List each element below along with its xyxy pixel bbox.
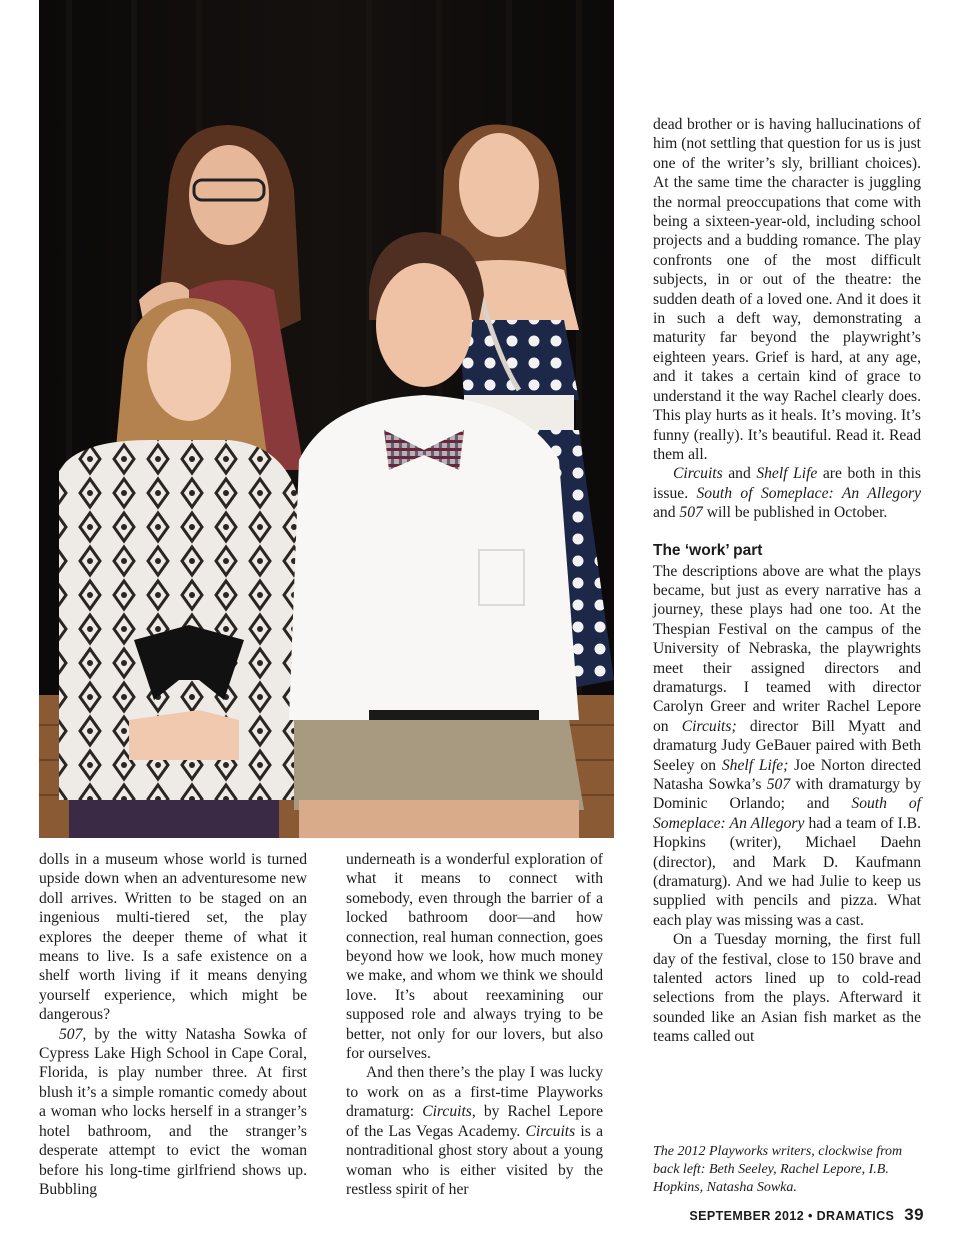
body-text: director Bill Myatt and dramaturg Judy GeBauer paired with Beth Seeley on xyxy=(653,717,921,774)
body-text: and xyxy=(722,465,757,483)
play-title: Circuits xyxy=(673,465,723,483)
page-number: 39 xyxy=(904,1205,924,1224)
body-text: had a team of I.B. Hopkins (writer), Michael Daehn (director), and Mark D. Kaufmann (dramaturg). And we had Julie to keep us supplied with pencils and pizza. What each play was missing was a cast. xyxy=(653,814,921,929)
play-title: Shelf Life xyxy=(756,465,818,483)
body-text: with dramaturgy by Dominic Orlando; and xyxy=(653,776,922,813)
group-photo xyxy=(39,0,614,838)
body-text: And then there’s the play I was lucky to work on as a first-time Playworks dramaturg: xyxy=(346,1064,603,1121)
play-title: 507, xyxy=(59,1025,87,1043)
body-paragraph: dead brother or is having hallucinations of him (not settling that question for us is just one of the writer’s sly, brilliant choices). At the same time the character is juggling the normal preoccupations that come with being a sixteen-year-old, including school projects and a budding romance. The play confronts one of the most difficult subjects, in or out of the theatre: the sudden death of a loved one. And it does it in such a deft way, demonstrating a maturity far beyond the playwright’s eighteen years. Grief is hard, at any age, and it takes a certain kind of grace to understand it the way Rachel clearly does. This play hurts as it heals. It’s moving. It’s funny (really). It’s beautiful. Read it. Read them all. xyxy=(653,116,921,463)
body-paragraph: dolls in a museum whose world is turned upside down when an adventuresome new doll arrives. Written to be staged on an ingenious multi-tiered set, the play explores the deeper theme of what it means to live. Is a safe existence on a shelf worth living if it means denying yourself experience, which might be dangerous? xyxy=(39,851,307,1024)
body-text: is a nontraditional ghost story about a young woman who is either visited by the restless spirit of her xyxy=(346,1122,603,1198)
play-title: South of Someplace: An Allegory xyxy=(653,795,921,832)
play-title: Circuits; xyxy=(681,717,737,735)
left-column xyxy=(39,850,307,1199)
group-photo-icon xyxy=(39,0,614,838)
body-paragraph: underneath is a wonderful exploration of what it means to connect with somebody, even through the barrier of a locked bathroom door—and how connection, real human connection, goes beyond how we look, how much money we make, and whom we think we should love. It’s about reexamining our supposed role and always trying to be better, not only for our lovers, but also for ourselves. xyxy=(346,851,603,1063)
body-paragraph: On a Tuesday morning, the first full day of the festival, close to 150 brave and talented actors lined up to cold-read selections from the plays. Afterward it sounded like an Asian fish market as the teams called out xyxy=(653,931,921,1046)
body-text: will be published in October. xyxy=(702,504,888,522)
body-paragraph xyxy=(346,1063,603,1199)
page-footer xyxy=(689,1205,924,1225)
play-title: 507 xyxy=(679,504,703,522)
right-column xyxy=(653,115,921,1047)
body-text: and xyxy=(653,504,680,522)
middle-column xyxy=(346,850,603,1199)
issue-label: SEPTEMBER 2012 • DRAMATICS xyxy=(689,1209,895,1223)
body-paragraph xyxy=(39,1025,307,1200)
play-title: South of Someplace: An Allegory xyxy=(696,484,921,502)
body-paragraph xyxy=(653,562,921,931)
body-text: The descriptions above are what the plays became, but just as every narrative has a journey, these plays had one too. At the Thespian Festival on the campus of the University of Nebraska, the playwrights meet their assigned directors and dramaturgs. I teamed with director Carolyn Greer and writer Rachel Lepore on xyxy=(653,562,921,735)
body-text: are both in this issue. xyxy=(653,465,921,502)
body-text: , by Rachel Lepore of the Las Vegas Academy. xyxy=(346,1103,604,1140)
body-text: by the witty Natasha Sowka of Cypress Lake High School in Cape Coral, Florida, is play number three. At first blush it’s a simple romantic comedy about a woman who locks herself in a stranger’s hotel bathroom, and the stranger’s desperate attempt to evict the woman before his long-time girlfriend shows up. Bubbling xyxy=(39,1025,307,1198)
body-paragraph xyxy=(653,464,921,522)
play-title: 507 xyxy=(766,776,791,793)
play-title: Circuits xyxy=(422,1103,472,1121)
photo-caption: The 2012 Playworks writers, clockwise from back left: Beth Seeley, Rachel Lepore, I.B. Hopkins, Natasha Sowka. xyxy=(653,1144,903,1195)
body-text: Joe Norton directed Natasha Sowka’s xyxy=(653,756,921,793)
section-subhead: The ‘work’ part xyxy=(653,541,763,559)
play-title: Shelf Life; xyxy=(721,756,789,774)
play-title: Circuits xyxy=(525,1122,576,1140)
